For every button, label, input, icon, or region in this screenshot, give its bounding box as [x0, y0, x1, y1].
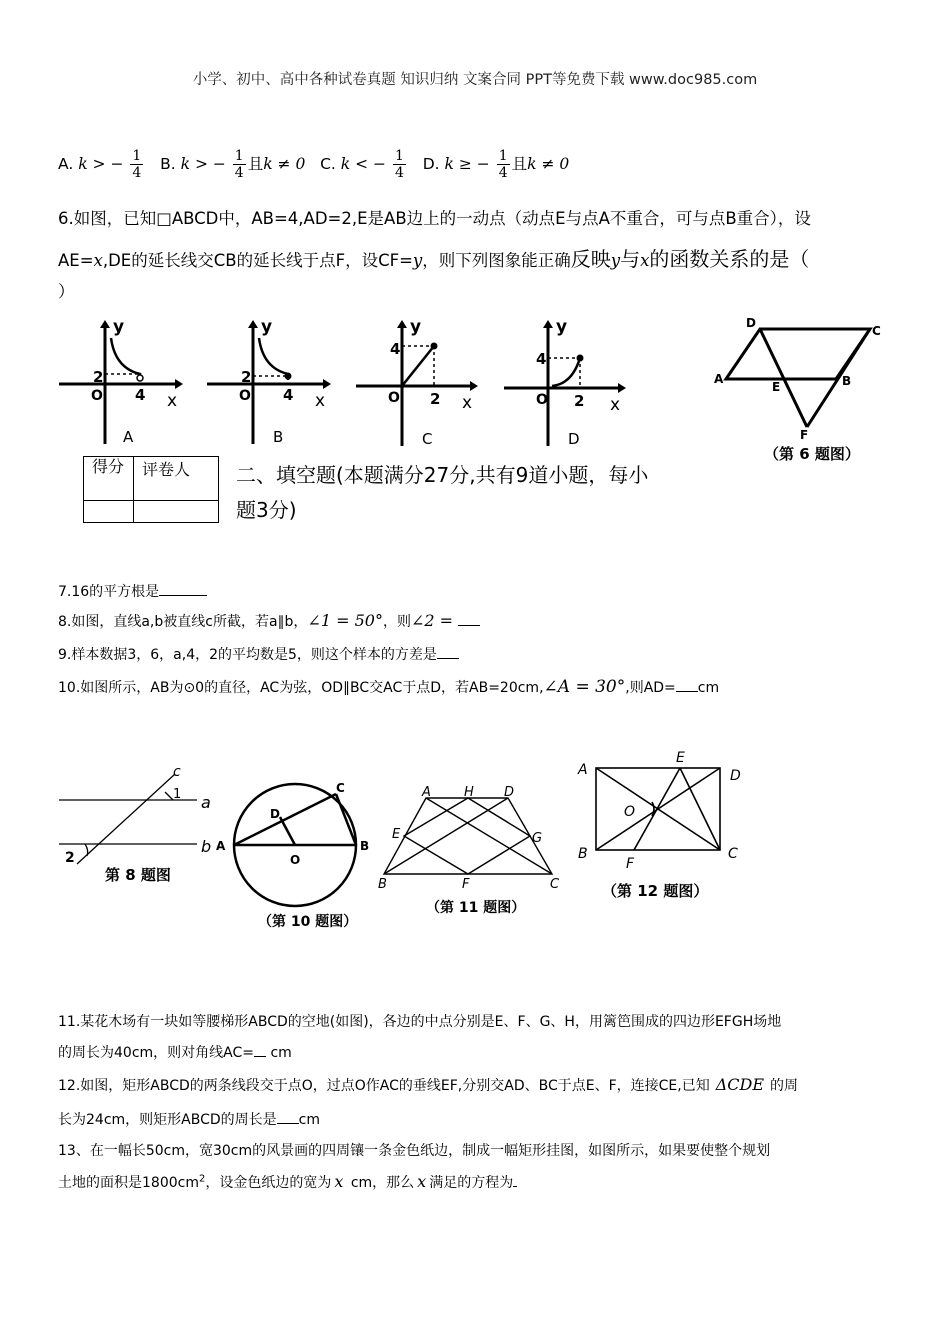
- svg-text:x: x: [610, 395, 621, 415]
- svg-text:D: D: [568, 430, 580, 448]
- svg-text:C: C: [422, 430, 433, 448]
- figure-11: [376, 784, 566, 920]
- q13-answer-blank[interactable]: [513, 1186, 517, 1187]
- svg-text:A: A: [123, 428, 134, 446]
- svg-text:（第 6 题图）: （第 6 题图）: [764, 445, 860, 463]
- svg-text:C: C: [550, 877, 560, 892]
- svg-text:O: O: [536, 392, 548, 408]
- q11-line1: 11.某花木场有一块如等腰梯形ABCD的空地(如图)，各边的中点分别是E、F、G、H，用篱笆围成的四边形EFGH场地: [58, 1014, 782, 1030]
- svg-text:2: 2: [430, 390, 441, 408]
- figure-12: [576, 746, 751, 906]
- fraction-b: $\frac{1}{4}$: [234, 148, 244, 181]
- svg-text:2: 2: [574, 392, 585, 410]
- svg-text:（第 10 题图）: （第 10 题图）: [258, 914, 358, 930]
- q12-line1: 12.如图，矩形ABCD的两条线段交于点O，过点O作AC的垂线EF,分别交AD、BC于点E、F，连接CE,已知 ΔCDE 的周: [58, 1075, 799, 1094]
- q11-answer-blank[interactable]: [254, 1056, 266, 1057]
- page-header: 小学、初中、高中各种试卷真题 知识归纳 文案合同 PPT等免费下载 www.doc985.com: [192, 72, 758, 88]
- svg-text:O: O: [290, 853, 301, 867]
- fraction-c: $\frac{1}{4}$: [394, 148, 404, 181]
- svg-text:y: y: [113, 317, 125, 337]
- svg-text:y: y: [261, 317, 273, 337]
- svg-text:y: y: [410, 317, 422, 337]
- section-2-heading: 二、填空题(本题满分27分,共有9道小题，每小 题3分): [236, 463, 649, 522]
- graph-c: [352, 318, 482, 450]
- q8: 8.如图，直线a,b被直线c所截，若a∥b，∠1 = 50°，则∠2 =: [58, 611, 480, 631]
- q9: 9.样本数据3，6，a,4，2的平均数是5，则这个样本的方差是: [58, 644, 459, 664]
- svg-text:C: C: [728, 846, 738, 862]
- grader-header: 评卷人: [134, 457, 219, 501]
- svg-text:O: O: [91, 388, 103, 404]
- q13-line2: 土地的面积是$1800cm^2$，设金色纸边的宽为 x cm，那么 x 满足的方程为: [58, 1172, 517, 1192]
- svg-text:D: D: [270, 807, 280, 821]
- svg-text:b: b: [201, 837, 212, 856]
- score-table: [83, 456, 219, 523]
- q6-line2: AE=x,DE的延长线交CB的延长线于点F，设CF=y，则下列图象能正确反映y与x的函数关系的是（: [58, 247, 810, 271]
- svg-text:x: x: [462, 393, 473, 413]
- q10-answer-blank[interactable]: [676, 691, 698, 692]
- q7: 7.16的平方根是: [58, 581, 207, 601]
- svg-text:B: B: [378, 877, 387, 892]
- svg-text:4: 4: [283, 386, 294, 404]
- svg-text:H: H: [464, 785, 474, 800]
- figure-6: [712, 315, 897, 467]
- graph-a: [55, 318, 185, 450]
- svg-text:4: 4: [135, 386, 146, 404]
- svg-text:a: a: [201, 793, 211, 812]
- svg-text:F: F: [626, 856, 635, 872]
- svg-text:c: c: [173, 764, 181, 780]
- q11-line2: 的周长为40cm，则对角线AC= cm: [58, 1045, 292, 1061]
- svg-text:E: E: [676, 750, 685, 766]
- grader-cell[interactable]: [134, 501, 219, 523]
- q6-line1: 6.如图，已知□ABCD中，AB=4,AD=2,E是AB边上的一动点（动点E与点A不重合，可与点B重合），设: [58, 209, 811, 228]
- svg-text:E: E: [772, 380, 781, 394]
- svg-text:B: B: [360, 839, 370, 853]
- svg-text:F: F: [462, 877, 470, 892]
- svg-text:O: O: [624, 804, 636, 820]
- fraction-a: $\frac{1}{4}$: [132, 148, 142, 181]
- svg-text:（第 12 题图）: （第 12 题图）: [602, 882, 709, 900]
- score-cell[interactable]: [84, 501, 134, 523]
- svg-text:B: B: [273, 428, 284, 446]
- svg-text:C: C: [872, 324, 881, 338]
- svg-text:A: A: [578, 762, 588, 778]
- svg-text:A: A: [216, 839, 226, 853]
- svg-text:D: D: [730, 768, 741, 784]
- svg-text:4: 4: [536, 350, 547, 368]
- svg-text:y: y: [556, 317, 568, 337]
- fraction-d: $\frac{1}{4}$: [498, 148, 508, 181]
- svg-text:4: 4: [390, 340, 401, 358]
- q6-line3: ）: [58, 282, 75, 301]
- svg-text:B: B: [578, 846, 588, 862]
- svg-text:B: B: [842, 374, 852, 388]
- svg-text:第 8 题图: 第 8 题图: [105, 866, 171, 884]
- svg-text:2: 2: [65, 850, 75, 866]
- figure-10: [216, 780, 378, 932]
- svg-text:F: F: [800, 428, 809, 442]
- q5-options: A. k > − $\frac{1}{4}$ B. k > − $\frac{1}{4}$ 且k ≠ 0 C. k < − $\frac{1}{4}$ D. k ≥ − $\frac{1}{4}$ 且k ≠ 0: [58, 148, 570, 181]
- svg-text:E: E: [392, 827, 401, 842]
- figure-8: [55, 762, 227, 888]
- svg-text:D: D: [746, 316, 756, 330]
- svg-text:A: A: [422, 785, 431, 800]
- svg-text:O: O: [239, 388, 251, 404]
- graph-d: [500, 318, 630, 450]
- svg-text:G: G: [532, 831, 543, 846]
- q10: 10.如图所示，AB为⊙0的直径，AC为弦，OD∥BC交AC于点D，若AB=20cm,∠A = 30°,则AD= cm: [58, 677, 720, 697]
- q7-answer-blank[interactable]: [159, 595, 207, 596]
- svg-text:2: 2: [93, 368, 104, 386]
- q13-line1: 13、在一幅长50cm，宽30cm的风景画的四周镶一条金色纸边，制成一幅矩形挂图，如图所示，如果要使整个规划: [58, 1143, 771, 1159]
- svg-text:D: D: [504, 785, 515, 800]
- q12-line2: 长为24cm，则矩形ABCD的周长是 cm: [58, 1112, 320, 1128]
- q8-answer-blank[interactable]: [458, 625, 480, 626]
- q9-answer-blank[interactable]: [437, 658, 459, 659]
- svg-text:1: 1: [173, 787, 182, 802]
- svg-text:x: x: [315, 391, 326, 411]
- q12-answer-blank[interactable]: [277, 1123, 299, 1124]
- graph-b: [203, 318, 333, 450]
- svg-text:C: C: [336, 781, 345, 795]
- svg-text:2: 2: [241, 368, 252, 386]
- svg-text:（第 11 题图）: （第 11 题图）: [426, 900, 526, 916]
- svg-text:O: O: [388, 390, 400, 406]
- score-header: 得分: [84, 457, 134, 501]
- svg-text:x: x: [167, 391, 178, 411]
- svg-text:A: A: [714, 372, 724, 386]
